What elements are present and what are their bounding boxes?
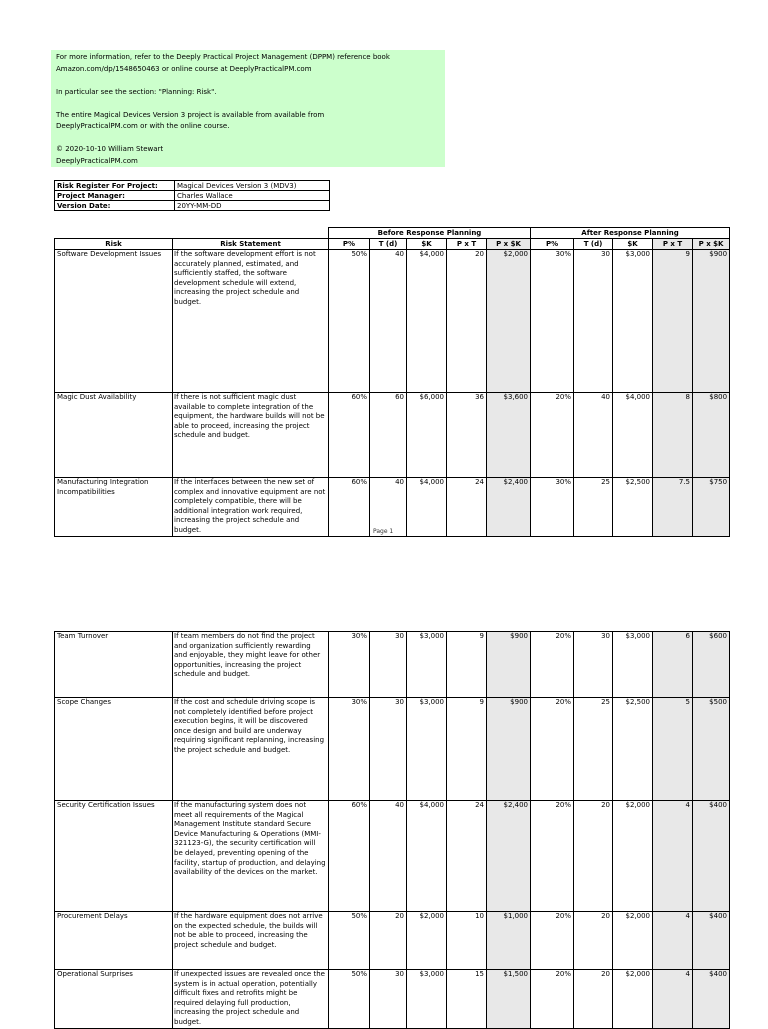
col-risk-header: Risk	[55, 239, 173, 250]
before-pxk-cell: $2,400	[487, 478, 531, 537]
after-probability-cell: 20%	[531, 970, 574, 1029]
info-line: The entire Magical Devices Version 3 project is available from available from	[56, 110, 325, 119]
risk-name-cell: Magic Dust Availability	[55, 393, 173, 478]
before-probability-cell: 60%	[329, 801, 370, 912]
after-pxk-cell: $400	[693, 801, 730, 912]
info-line: For more information, refer to the Deeply Practical Project Management (DPPM) reference book	[56, 53, 390, 61]
before-time-cell: 40	[370, 478, 407, 537]
info-box	[51, 50, 445, 167]
col-k-header: $K	[407, 239, 447, 250]
manager-value: Charles Wallace	[175, 191, 330, 201]
date-value: 20YY-MM-DD	[175, 201, 330, 211]
col-p-header: P%	[329, 239, 370, 250]
group-before-header: Before Response Planning	[329, 228, 531, 239]
before-cost-cell: $2,000	[407, 912, 447, 970]
after-cost-cell: $3,000	[613, 250, 653, 393]
risk-name-cell: Manufacturing Integration Incompatibilities	[55, 478, 173, 537]
after-time-cell: 30	[574, 250, 613, 393]
after-time-cell: 20	[574, 970, 613, 1029]
col-t-header: T (d)	[370, 239, 407, 250]
before-probability-cell: 60%	[329, 478, 370, 537]
before-pxt-cell: 9	[447, 698, 487, 801]
table-row	[55, 393, 730, 478]
before-probability-cell: 50%	[329, 970, 370, 1029]
risk-register-table	[54, 227, 730, 537]
before-pxk-cell: $1,500	[487, 970, 531, 1029]
risk-statement-cell: If team members do not find the project and organization sufficiently rewarding and enjoyable, they might leave for other opportunities, increasing the project schedule and budget.	[173, 632, 329, 698]
before-pxt-cell: 36	[447, 393, 487, 478]
after-pxt-cell: 7.5	[653, 478, 693, 537]
after-probability-cell: 20%	[531, 912, 574, 970]
after-pxt-cell: 8	[653, 393, 693, 478]
risk-name-cell: Scope Changes	[55, 698, 173, 801]
before-pxt-cell: 15	[447, 970, 487, 1029]
risk-statement-cell: If there is not sufficient magic dust available to complete integration of the equipment, the hardware builds will not be able to proceed, increasing the project schedule and budget.	[173, 393, 329, 478]
before-time-cell: 40	[370, 801, 407, 912]
info-line: DeeplyPracticalPM.com or with the online course.	[56, 122, 230, 130]
before-time-cell: 60	[370, 393, 407, 478]
info-line: DeeplyPracticalPM.com	[56, 156, 138, 165]
after-probability-cell: 20%	[531, 393, 574, 478]
before-pxk-cell: $3,600	[487, 393, 531, 478]
before-pxk-cell: $2,000	[487, 250, 531, 393]
after-time-cell: 25	[574, 478, 613, 537]
risk-name-cell: Team Turnover	[55, 632, 173, 698]
before-probability-cell: 60%	[329, 393, 370, 478]
before-pxk-cell: $900	[487, 698, 531, 801]
risk-statement-cell: If the software development effort is not accurately planned, estimated, and sufficiently staffed, the software development schedule will extend, increasing the project schedule and budget.	[173, 250, 329, 393]
before-probability-cell: 30%	[329, 698, 370, 801]
col-p-header: P%	[531, 239, 574, 250]
after-time-cell: 30	[574, 632, 613, 698]
group-after-header: After Response Planning	[531, 228, 730, 239]
risk-statement-cell: If the manufacturing system does not meet all requirements of the Magical Management Institute standard Secure Device Manufacturing & Operations (MMI-321123-G), the security certification will be delayed, preventing opening of the facility, startup of production, and delaying availability of the devices on the market.	[173, 801, 329, 912]
after-pxk-cell: $400	[693, 970, 730, 1029]
risk-name-cell: Procurement Delays	[55, 912, 173, 970]
page-number: Page 1	[373, 528, 394, 535]
after-pxk-cell: $400	[693, 912, 730, 970]
col-pk-header: P x $K	[487, 239, 531, 250]
after-cost-cell: $2,500	[613, 478, 653, 537]
after-probability-cell: 20%	[531, 698, 574, 801]
after-cost-cell: $4,000	[613, 393, 653, 478]
project-label: Risk Register For Project:	[55, 181, 175, 191]
before-pxt-cell: 24	[447, 801, 487, 912]
table-row	[55, 698, 730, 801]
project-header-table	[54, 180, 330, 211]
after-probability-cell: 20%	[531, 632, 574, 698]
risk-statement-cell: If unexpected issues are revealed once the system is in actual operation, potentially difficult fixes and retrofits might be required delaying full production, increasing the project schedule and budget.	[173, 970, 329, 1029]
after-pxt-cell: 9	[653, 250, 693, 393]
after-pxk-cell: $600	[693, 632, 730, 698]
after-cost-cell: $2,000	[613, 912, 653, 970]
before-time-cell: 30	[370, 970, 407, 1029]
before-time-cell: 30	[370, 698, 407, 801]
after-pxk-cell: $500	[693, 698, 730, 801]
before-pxk-cell: $900	[487, 632, 531, 698]
table-row	[55, 912, 730, 970]
before-pxt-cell: 9	[447, 632, 487, 698]
risk-name-cell: Software Development Issues	[55, 250, 173, 393]
col-pt-header: P x T	[653, 239, 693, 250]
date-label: Version Date:	[55, 201, 175, 211]
before-time-cell: 30	[370, 632, 407, 698]
after-cost-cell: $2,000	[613, 970, 653, 1029]
after-probability-cell: 20%	[531, 801, 574, 912]
after-cost-cell: $3,000	[613, 632, 653, 698]
info-line: In particular see the section: "Planning: Risk".	[56, 87, 217, 96]
after-probability-cell: 30%	[531, 478, 574, 537]
before-time-cell: 40	[370, 250, 407, 393]
table-row	[55, 250, 730, 393]
before-cost-cell: $4,000	[407, 250, 447, 393]
before-pxk-cell: $2,400	[487, 801, 531, 912]
col-pk-header: P x $K	[693, 239, 730, 250]
col-statement-header: Risk Statement	[173, 239, 329, 250]
info-line: © 2020-10-10 William Stewart	[56, 145, 164, 153]
after-pxk-cell: $800	[693, 393, 730, 478]
risk-statement-cell: If the hardware equipment does not arrive on the expected schedule, the builds will not be able to proceed, increasing the project schedule and budget.	[173, 912, 329, 970]
after-pxt-cell: 6	[653, 632, 693, 698]
before-cost-cell: $3,000	[407, 970, 447, 1029]
after-cost-cell: $2,000	[613, 801, 653, 912]
before-time-cell: 20	[370, 912, 407, 970]
before-cost-cell: $3,000	[407, 698, 447, 801]
manager-label: Project Manager:	[55, 191, 175, 201]
after-pxk-cell: $750	[693, 478, 730, 537]
table-row	[55, 632, 730, 698]
before-probability-cell: 30%	[329, 632, 370, 698]
info-line: Amazon.com/dp/1548650463 or online course at DeeplyPracticalPM.com	[56, 64, 312, 73]
before-cost-cell: $4,000	[407, 478, 447, 537]
before-pxk-cell: $1,000	[487, 912, 531, 970]
after-time-cell: 20	[574, 801, 613, 912]
project-value: Magical Devices Version 3 (MDV3)	[175, 181, 330, 191]
after-pxk-cell: $900	[693, 250, 730, 393]
after-time-cell: 40	[574, 393, 613, 478]
col-t-header: T (d)	[574, 239, 613, 250]
risk-statement-cell: If the interfaces between the new set of complex and innovative equipment are not completely compatible, there will be additional integration work required, increasing the project schedule and budget.	[173, 478, 329, 537]
risk-statement-cell: If the cost and schedule driving scope is not completely identified before project execution begins, it will be discovered once design and build are underway requiring significant replanning, increasing the project schedule and budget.	[173, 698, 329, 801]
after-pxt-cell: 4	[653, 970, 693, 1029]
before-probability-cell: 50%	[329, 250, 370, 393]
risk-name-cell: Operational Surprises	[55, 970, 173, 1029]
col-k-header: $K	[613, 239, 653, 250]
risk-name-cell: Security Certification Issues	[55, 801, 173, 912]
after-pxt-cell: 5	[653, 698, 693, 801]
before-pxt-cell: 10	[447, 912, 487, 970]
before-probability-cell: 50%	[329, 912, 370, 970]
risk-register-table-continued	[54, 631, 730, 1029]
after-time-cell: 25	[574, 698, 613, 801]
table-row	[55, 970, 730, 1029]
before-cost-cell: $6,000	[407, 393, 447, 478]
before-pxt-cell: 20	[447, 250, 487, 393]
after-time-cell: 20	[574, 912, 613, 970]
after-cost-cell: $2,500	[613, 698, 653, 801]
table-row	[55, 801, 730, 912]
after-probability-cell: 30%	[531, 250, 574, 393]
col-pt-header: P x T	[447, 239, 487, 250]
after-pxt-cell: 4	[653, 912, 693, 970]
before-cost-cell: $3,000	[407, 632, 447, 698]
before-cost-cell: $4,000	[407, 801, 447, 912]
after-pxt-cell: 4	[653, 801, 693, 912]
before-pxt-cell: 24	[447, 478, 487, 537]
